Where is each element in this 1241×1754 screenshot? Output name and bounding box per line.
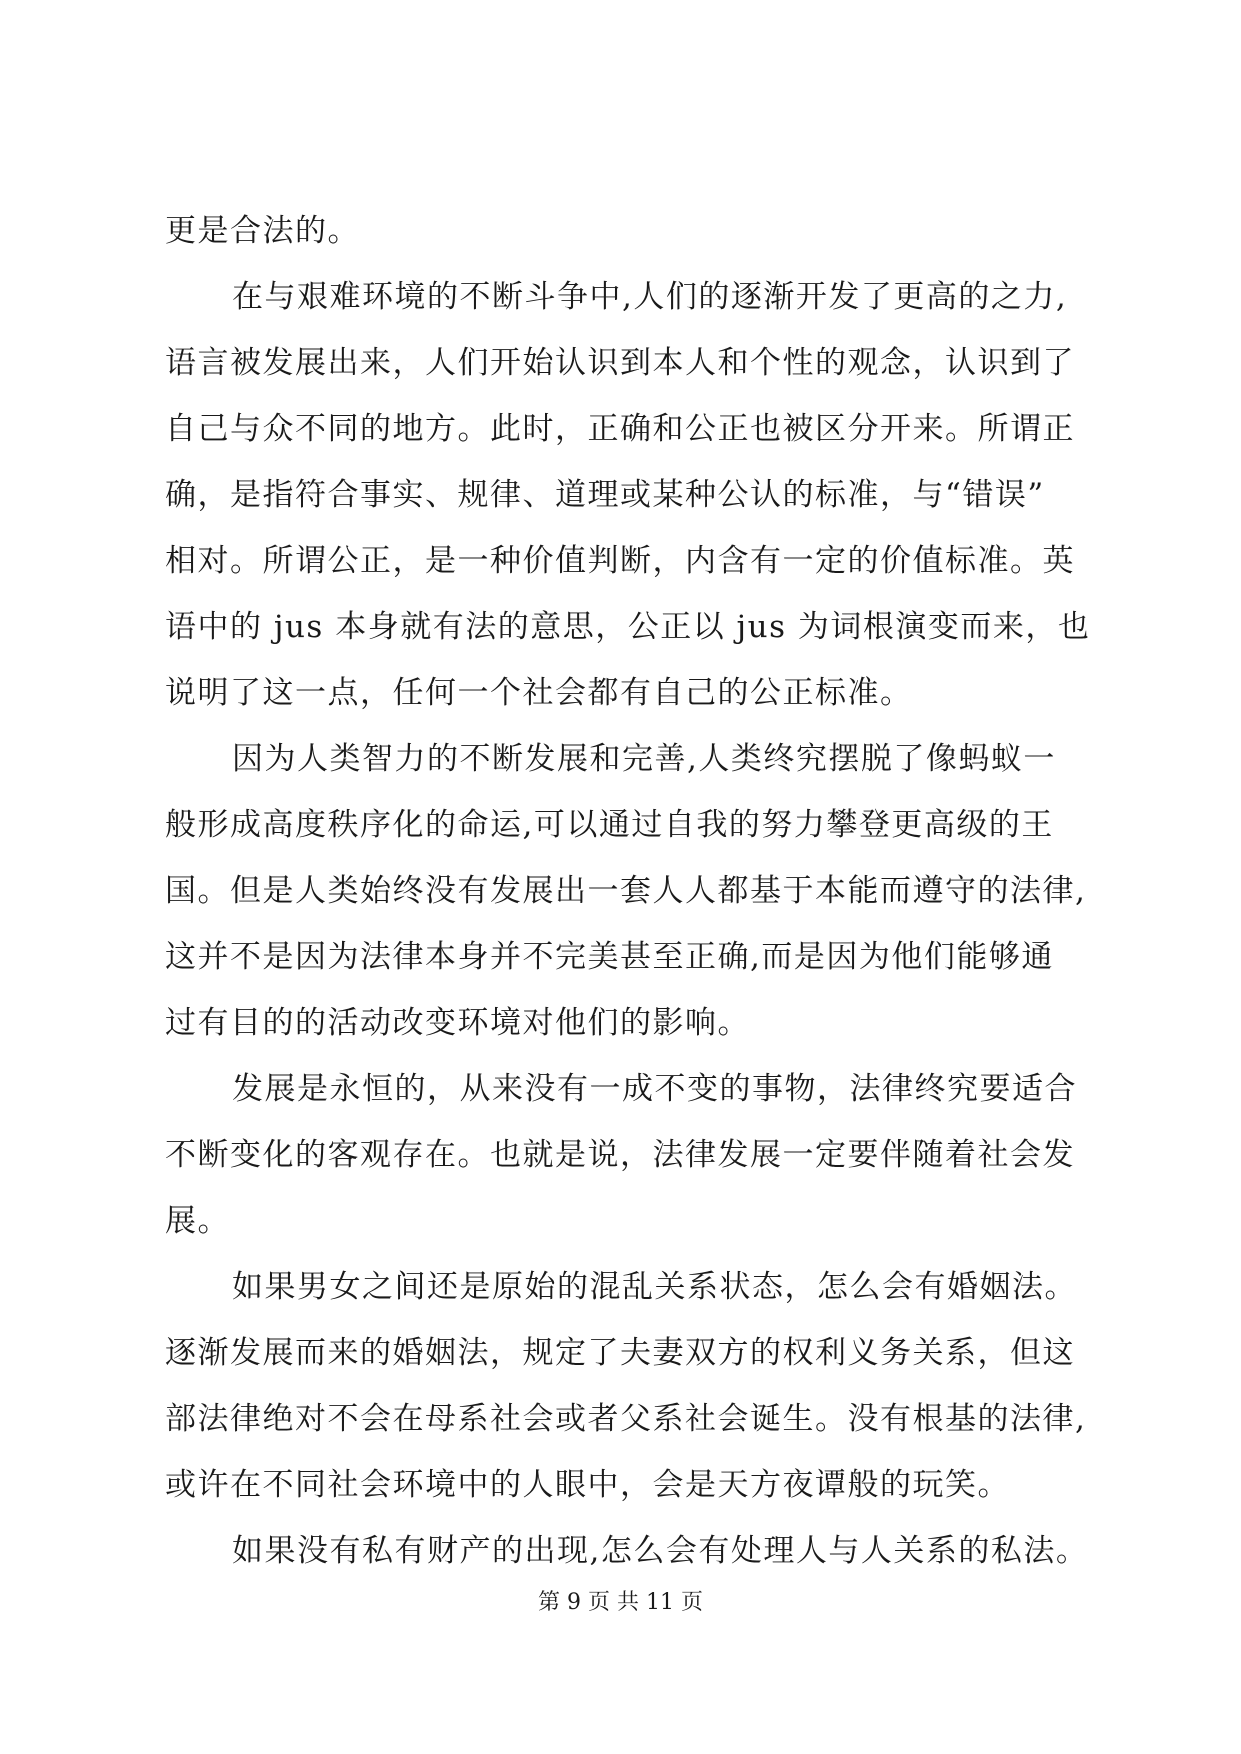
text-line: 确，是指符合事实、规律、道理或某种公认的标准，与“错误” [165, 477, 1045, 513]
text-line: 展。 [165, 1203, 230, 1239]
text-line: 如果没有私有财产的出现,怎么会有处理人与人关系的私法。 [232, 1533, 1089, 1569]
text-line: 如果男女之间还是原始的混乱关系状态，怎么会有婚姻法。 [232, 1269, 1077, 1305]
text-line: 逐渐发展而来的婚姻法，规定了夫妻双方的权利义务关系，但这 [165, 1335, 1075, 1371]
text-line: 不断变化的客观存在。也就是说，法律发展一定要伴随着社会发 [165, 1137, 1075, 1173]
text-line: 在与艰难环境的不断斗争中,人们的逐渐开发了更高的之力, [232, 279, 1068, 315]
text-line: 这并不是因为法律本身并不完美甚至正确,而是因为他们能够通 [165, 939, 1054, 975]
text-line: 过有目的的活动改变环境对他们的影响。 [165, 1005, 750, 1041]
text-line: 说明了这一点，任何一个社会都有自己的公正标准。 [165, 675, 913, 711]
text-line: 部法律绝对不会在母系社会或者父系社会诞生。没有根基的法律, [165, 1401, 1087, 1437]
page-footer: 第 9 页 共 11 页 [538, 1590, 703, 1615]
text-line: 般形成高度秩序化的命运,可以通过自我的努力攀登更高级的王 [165, 807, 1054, 843]
text-line: 国。但是人类始终没有发展出一套人人都基于本能而遵守的法律, [165, 873, 1087, 909]
text-line: 自己与众不同的地方。此时，正确和公正也被区分开来。所谓正 [165, 411, 1075, 447]
text-line: 或许在不同社会环境中的人眼中，会是天方夜谭般的玩笑。 [165, 1467, 1010, 1503]
text-line: 因为人类智力的不断发展和完善,人类终究摆脱了像蚂蚁一 [232, 741, 1056, 777]
text-line: 语言被发展出来，人们开始认识到本人和个性的观念，认识到了 [165, 345, 1075, 381]
text-line: 发展是永恒的，从来没有一成不变的事物，法律终究要适合 [232, 1071, 1077, 1107]
text-line: 相对。所谓公正，是一种价值判断，内含有一定的价值标准。英 [165, 543, 1075, 579]
text-line: 更是合法的。 [165, 213, 360, 249]
text-line: 语中的 jus 本身就有法的意思，公正以 jus 为词根演变而来，也 [165, 609, 1091, 645]
